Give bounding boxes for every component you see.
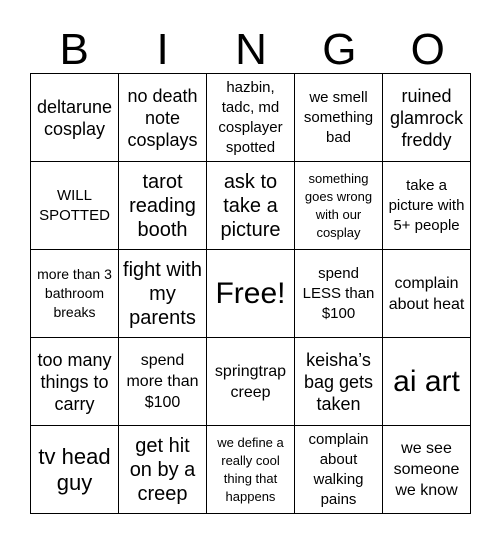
bingo-cell[interactable] xyxy=(31,74,119,162)
cell-text: ruined glamrock freddy xyxy=(389,85,464,150)
bingo-cell[interactable] xyxy=(295,426,383,514)
bingo-cell[interactable] xyxy=(119,74,207,162)
bingo-cell[interactable] xyxy=(383,426,471,514)
cell-text: fight with my parents xyxy=(123,258,202,329)
header-letter-n: N xyxy=(235,25,267,74)
bingo-cell[interactable] xyxy=(383,250,471,338)
cell-text: springtrap creep xyxy=(214,362,287,401)
free-space-label: Free! xyxy=(215,276,286,310)
header-letter-b: B xyxy=(59,25,89,74)
cell-text: tv head guy xyxy=(38,443,111,495)
bingo-cell[interactable] xyxy=(207,426,295,514)
bingo-cell[interactable] xyxy=(295,338,383,426)
bingo-cell[interactable] xyxy=(31,426,119,514)
cell-text: more than 3 bathroom breaks xyxy=(37,266,112,320)
bingo-cell[interactable] xyxy=(295,74,383,162)
cell-text: deltarune cosplay xyxy=(36,96,113,139)
free-space-cell xyxy=(207,250,295,338)
bingo-cell[interactable] xyxy=(119,250,207,338)
cell-text: something goes wrong with our cosplay xyxy=(304,170,373,240)
bingo-cell[interactable] xyxy=(119,338,207,426)
bingo-cell[interactable] xyxy=(31,162,119,250)
bingo-cell[interactable] xyxy=(383,338,471,426)
bingo-cell[interactable] xyxy=(383,162,471,250)
bingo-cell[interactable] xyxy=(119,162,207,250)
cell-text: complain about walking pains xyxy=(308,430,369,508)
cell-text: WILL SPOTTED xyxy=(39,186,110,224)
bingo-cell[interactable] xyxy=(207,162,295,250)
header-letter-i: I xyxy=(156,25,169,74)
header-letter-g: G xyxy=(322,25,357,74)
cell-text: take a picture with 5+ people xyxy=(388,176,465,234)
cell-text: keisha’s bag gets taken xyxy=(303,349,374,414)
cell-text: get hit on by a creep xyxy=(129,434,196,505)
cell-text: ask to take a picture xyxy=(220,170,281,241)
bingo-grid xyxy=(30,73,471,514)
cell-text: complain about heat xyxy=(388,274,465,313)
cell-text: no death note cosplays xyxy=(127,85,198,150)
bingo-cell[interactable] xyxy=(31,250,119,338)
cell-text: spend LESS than $100 xyxy=(302,264,375,322)
cell-text: too many things to carry xyxy=(37,349,112,414)
bingo-header xyxy=(30,26,472,74)
bingo-cell[interactable] xyxy=(31,338,119,426)
bingo-cell[interactable] xyxy=(295,250,383,338)
cell-text: spend more than $100 xyxy=(126,352,199,411)
cell-text: ai art xyxy=(393,364,460,398)
cell-text: hazbin, tadc, md cosplayer spotted xyxy=(218,78,283,156)
bingo-cell[interactable] xyxy=(207,74,295,162)
header-letter-o: O xyxy=(410,25,445,74)
cell-text: we define a really cool thing that happens xyxy=(217,434,284,504)
cell-text: we see someone we know xyxy=(393,440,460,499)
bingo-cell[interactable] xyxy=(383,74,471,162)
bingo-cell[interactable] xyxy=(119,426,207,514)
bingo-cell[interactable] xyxy=(207,338,295,426)
cell-text: tarot reading booth xyxy=(129,170,196,241)
bingo-cell[interactable] xyxy=(295,162,383,250)
cell-text: we smell something bad xyxy=(303,88,374,146)
